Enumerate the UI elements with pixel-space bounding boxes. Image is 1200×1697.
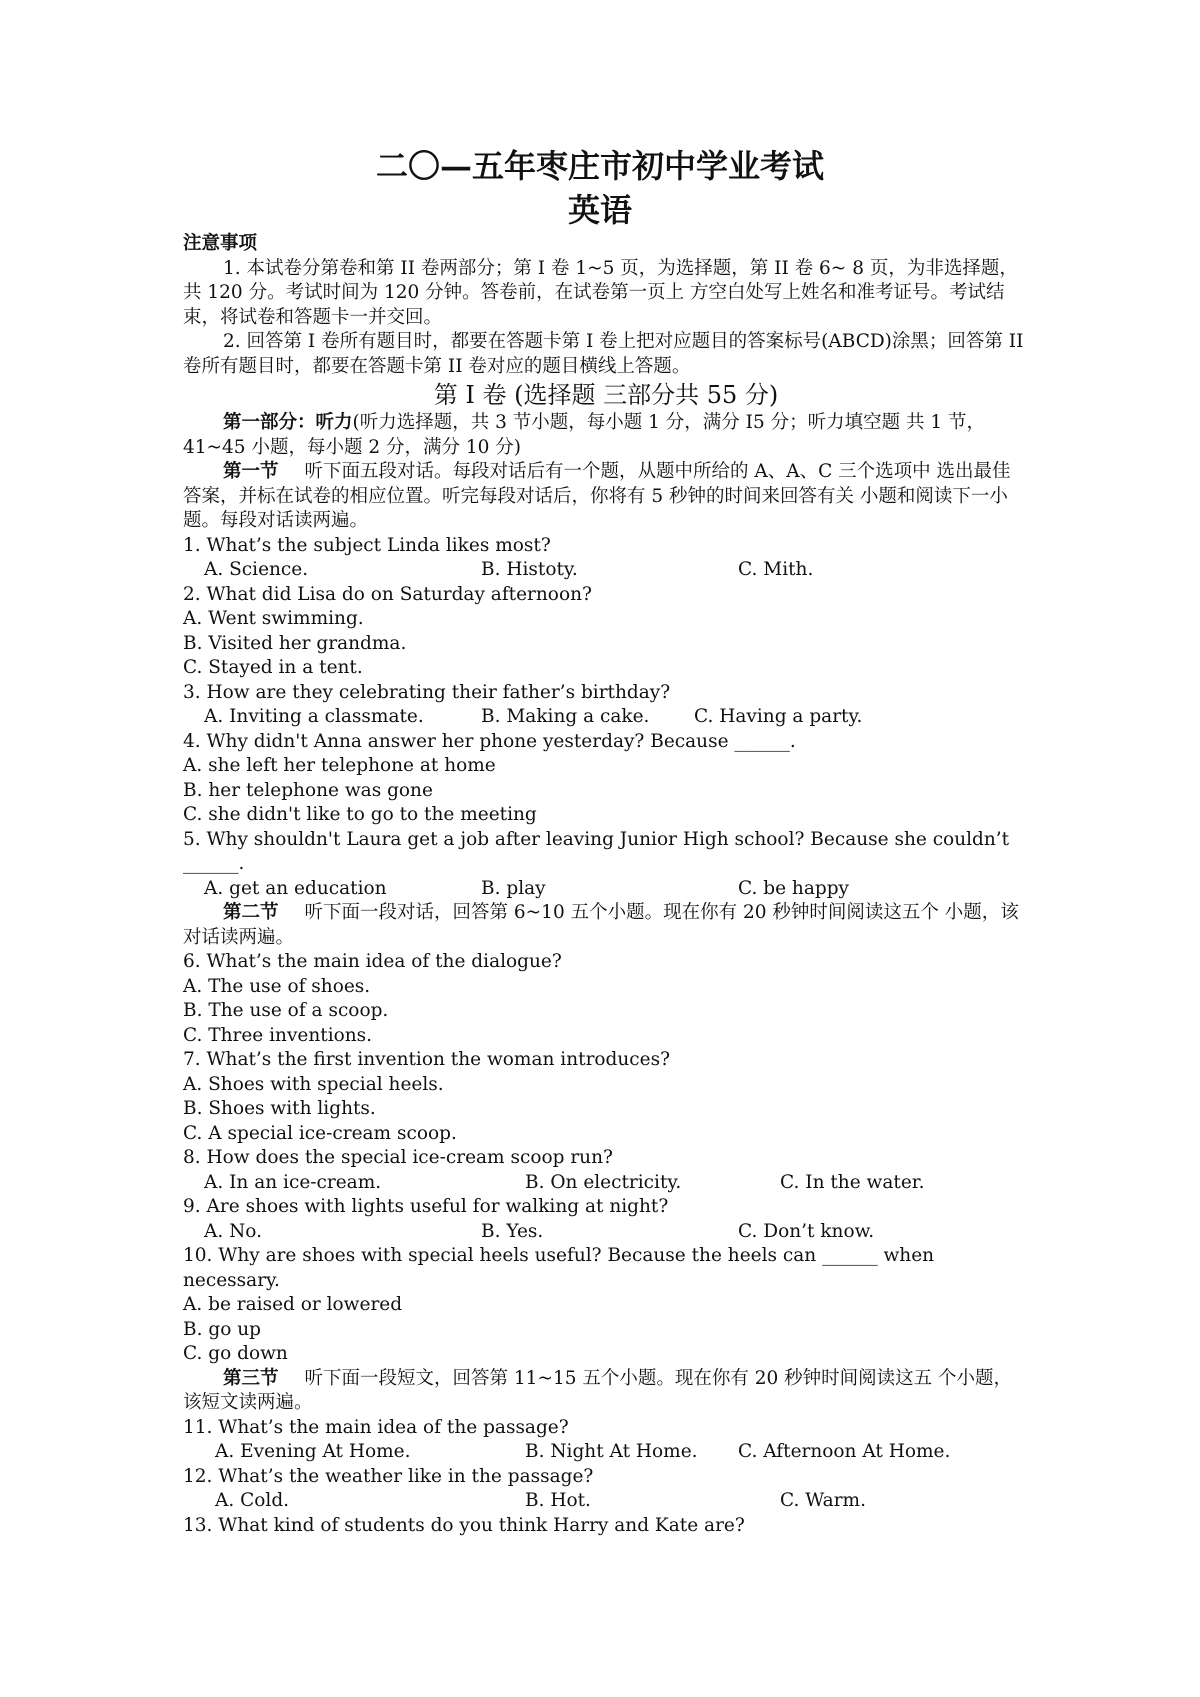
option-a: A. Inviting a classmate. <box>204 706 424 727</box>
option-a: A. No. <box>204 1220 263 1242</box>
exam-content <box>183 232 1029 1538</box>
option-a: A. Cold. <box>215 1490 290 1511</box>
option-b: B. Night At Home. <box>525 1441 698 1462</box>
section3-desc: 听下面一段短文，回答第 11~15 五个小题。现在你有 20 秒钟时间阅读这五 个小题，该短文读两遍。 <box>183 1367 1013 1413</box>
part1-label: 第一部分：听力 <box>223 412 353 433</box>
option-c: C. A special ice-cream scoop. <box>183 1122 457 1144</box>
option-a: A. In an ice-cream. <box>204 1171 382 1193</box>
question-1-options <box>183 558 1029 583</box>
part1-intro <box>183 411 1029 460</box>
question-5-options <box>183 877 1029 902</box>
option-b: B. Making a cake. <box>481 706 650 727</box>
option-b: B. On electricity. <box>525 1171 682 1193</box>
option-b: B. Hot. <box>525 1490 591 1511</box>
option-c: C. Stayed in a tent. <box>183 657 363 678</box>
option-b: B. play <box>481 877 546 899</box>
option-b: B. The use of a scoop. <box>183 1000 389 1021</box>
question-12-options <box>183 1489 1029 1514</box>
section2-intro <box>183 901 1029 950</box>
option-a: A. Shoes with special heels. <box>183 1073 444 1095</box>
option-a: A. The use of shoes. <box>183 975 371 997</box>
question-11-options <box>183 1440 1029 1465</box>
question-3-options <box>183 705 1029 730</box>
section3-intro <box>183 1367 1029 1416</box>
question-9-options <box>183 1220 1029 1245</box>
section1-label: 第一节 <box>223 461 279 482</box>
question-3: 3. How are they celebrating their father’s birthday? <box>183 681 671 703</box>
option-b: B. Visited her grandma. <box>183 632 407 654</box>
part-title: 第 I 卷 (选择题 三部分共 55 分) <box>433 381 779 409</box>
question-7: 7. What’s the first invention the woman introduces? <box>183 1049 671 1070</box>
option-a: A. Science. <box>204 559 309 580</box>
option-b: B. her telephone was gone <box>183 779 433 801</box>
option-a: A. get an education <box>204 877 387 899</box>
exam-subject: 英语 <box>567 191 632 229</box>
option-b: B. Yes. <box>481 1220 544 1242</box>
option-b: B. go up <box>183 1318 261 1340</box>
section1-intro <box>183 460 1029 534</box>
question-9: 9. Are shoes with lights useful for walking at night? <box>183 1196 669 1217</box>
option-c: C. Warm. <box>780 1490 866 1511</box>
question-8: 8. How does the special ice-cream scoop run? <box>183 1147 613 1168</box>
question-6: 6. What’s the main idea of the dialogue? <box>183 951 562 972</box>
question-4: 4. Why didn't Anna answer her phone yesterday? Because ______. <box>183 730 796 752</box>
question-13: 13. What kind of students do you think Harry and Kate are? <box>183 1514 745 1536</box>
option-c: C. go down <box>183 1343 288 1364</box>
option-a: A. she left her telephone at home <box>183 755 496 776</box>
notice-item-2: 2. 回答第 I 卷所有题目时，都要在答题卡第 I 卷上把对应题目的答案标号(ABCD)涂黑；回答第 II 卷所有题目时，都要在答题卡第 II 卷对应的题目横线上答题。 <box>183 331 1024 377</box>
section3-label: 第三节 <box>223 1367 279 1389</box>
section2-label: 第二节 <box>223 902 279 923</box>
option-c: C. be happy <box>738 877 850 899</box>
section1-desc: 听下面五段对话。每段对话后有一个题，从题中所给的 A、A、C 三个选项中 选出最佳答案，并标在试卷的相应位置。听完每段对话后，你将有 5 秒钟的时间来回答有关 小题和阅读下一小题。每段对话读两遍。 <box>183 461 1011 531</box>
option-c: C. Having a party. <box>694 706 863 727</box>
notice-item-1: 1. 本试卷分第卷和第 II 卷两部分；第 I 卷 1~5 页，为选择题，第 II 卷 6~ 8 页，为非选择题，共 120 分。考试时间为 120 分钟。答卷前，在试卷第一页上 方空白处写上姓名和准考证号。考试结束，将试卷和答题卡一并交回。 <box>183 257 1018 328</box>
notice-heading: 注意事项 <box>183 233 258 254</box>
question-11: 11. What’s the main idea of the passage? <box>183 1416 569 1438</box>
question-12: 12. What’s the weather like in the passage? <box>183 1465 594 1487</box>
option-a: A. Went swimming. <box>183 608 364 629</box>
option-c: C. Mith. <box>738 559 814 580</box>
option-b: B. Shoes with lights. <box>183 1098 376 1119</box>
question-1: 1. What’s the subject Linda likes most? <box>183 534 551 556</box>
option-c: C. In the water. <box>780 1171 925 1193</box>
option-c: C. she didn't like to go to the meeting <box>183 804 537 825</box>
option-a: A. Evening At Home. <box>215 1441 411 1462</box>
section2-desc: 听下面一段对话，回答第 6~10 五个小题。现在你有 20 秒钟时间阅读这五个 小题，该对话读两遍。 <box>183 902 1019 948</box>
question-2: 2. What did Lisa do on Saturday afternoon? <box>183 583 592 605</box>
question-10: 10. Why are shoes with special heels useful? Because the heels can ______ when necessary. <box>183 1245 935 1291</box>
option-c: C. Three inventions. <box>183 1024 373 1046</box>
question-8-options <box>183 1171 1029 1196</box>
option-c: C. Don’t know. <box>738 1220 875 1242</box>
option-a: A. be raised or lowered <box>183 1294 403 1315</box>
question-5: 5. Why shouldn't Laura get a job after leaving Junior High school? Because she couldn’t ______. <box>183 828 1010 874</box>
option-c: C. Afternoon At Home. <box>738 1441 951 1462</box>
part1-desc: (听力选择题，共 3 节小题，每小题 1 分，满分 I5 分；听力填空题 共 1 节，41~45 小题，每小题 2 分，满分 10 分) <box>183 412 986 458</box>
option-b: B. Histoty. <box>481 559 578 580</box>
exam-title: 二〇—五年枣庄市初中学业考试 <box>375 147 824 185</box>
